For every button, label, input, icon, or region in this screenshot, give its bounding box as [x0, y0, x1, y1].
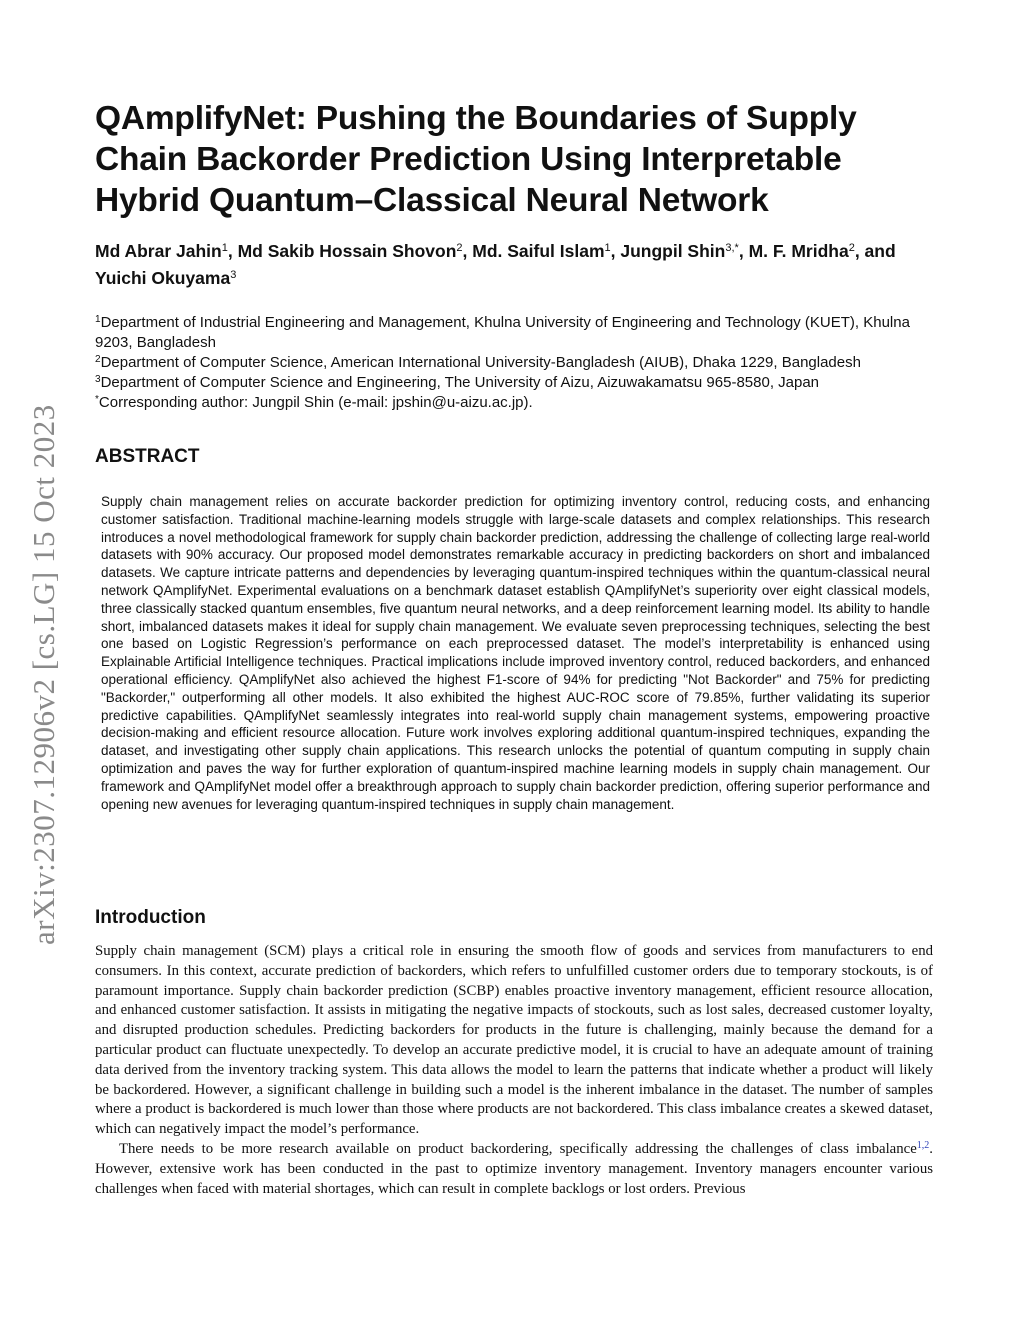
affiliation-mark: 2	[95, 354, 101, 365]
author-separator: ,	[462, 241, 473, 261]
intro-p2-text: There needs to be more research available on product backordering, specifically addressing the challenges of class imbalance	[119, 1140, 917, 1157]
author-separator: ,	[738, 241, 749, 261]
affiliation-mark: 1	[95, 314, 101, 325]
arxiv-identifier: arXiv:2307.12906v2 [cs.LG] 15 Oct 2023	[26, 404, 61, 945]
affiliation-text: Department of Computer Science and Engineering, The University of Aizu, Aizuwakamatsu 965-8580, Japan	[100, 374, 820, 391]
affiliation-text: Corresponding author: Jungpil Shin (e-mail: jpshin@u-aizu.ac.jp).	[98, 394, 533, 411]
author-affil-mark: 3	[230, 269, 237, 281]
intro-paragraph-2	[95, 1140, 933, 1199]
author-name: Yuichi Okuyama	[95, 268, 231, 288]
affiliation-text: Department of Industrial Engineering and Management, Khulna University of Engineering and Technology (KUET), Khulna 9203, Bangladesh	[95, 314, 910, 351]
author-name: Md Abrar Jahin	[95, 241, 222, 261]
paper-title: QAmplifyNet: Pushing the Boundaries of Supply Chain Backorder Prediction Using Interpretable Hybrid Quantum–Classical Neural Network	[95, 100, 857, 219]
abstract-heading: ABSTRACT	[95, 446, 200, 467]
author-affil-mark: 3,*	[725, 242, 739, 254]
intro-paragraph-1: Supply chain management (SCM) plays a critical role in ensuring the smooth flow of goods and services from manufacturers to end consumers. In this context, accurate prediction of backorders, which refers to unfulfilled customer orders due to temporary stockouts, is of paramount importance. Supply chain backorder prediction (SCBP) enables proactive inventory management, efficient resource allocation, and enhanced customer satisfaction. It assists in mitigating the negative impacts of stockouts, such as lost sales, decreased customer loyalty, and disrupted production schedules. Predicting backorders for products in the future is challenging, mainly because the demand for a particular product can fluctuate unexpectedly. To develop an accurate predictive model, it is crucial to have an adequate amount of training data derived from the inventory tracking system. This data allows the model to learn the patterns that indicate whether a product will likely be backordered. However, a significant challenge in building such a model is the inherent imbalance in the dataset. The number of samples where a product is backordered is much lower than those where products are not backordered. This class imbalance creates a skewed dataset, which can negatively impact the model’s performance.	[95, 943, 933, 1138]
author-list	[95, 238, 933, 292]
author-separator: ,	[227, 241, 238, 261]
introduction-body	[95, 942, 933, 1199]
author-affil-mark: 2	[456, 242, 463, 254]
affiliation-mark: *	[95, 394, 99, 405]
affiliation	[95, 373, 933, 393]
author-name: Jungpil Shin	[620, 241, 726, 261]
author-affil-mark: 2	[848, 242, 855, 254]
affiliation-list	[95, 313, 933, 413]
author-affil-mark: 1	[604, 242, 611, 254]
abstract-text: Supply chain management relies on accurate backorder prediction for optimizing inventory control, reducing costs, and enhancing customer satisfaction. Traditional machine-learning models struggle with large-scale datasets and complex relationships. This research introduces a novel methodological framework for supply chain backorder prediction, addressing the challenge of collecting large real-world datasets with 90% accuracy. Our proposed model demonstrates remarkable accuracy in predicting backorders on short and imbalanced datasets. We capture intricate patterns and dependencies by leveraging quantum-inspired techniques within the quantum-classical neural network QAmplifyNet. Experimental evaluations on a benchmark dataset establish QAmplifyNet’s superiority over eight classical models, three classically stacked quantum ensembles, five quantum neural networks, and a deep reinforcement learning model. Its ability to handle short, imbalanced datasets makes it ideal for supply chain management. We evaluate seven preprocessing techniques, selecting the best one based on Logistic Regression’s performance on each preprocessed dataset. The model’s interpretability is enhanced using Explainable Artificial Intelligence techniques. Practical implications include improved inventory control, reduced backorders, and enhanced operational efficiency. QAmplifyNet also achieved the highest F1-score of 94% for predicting "Not Backorder" and 75% for predicting "Backorder," outperforming all other models. It also exhibited the highest AUC-ROC score of 79.85%, further validating its superior predictive capabilities. QAmplifyNet seamlessly integrates into real-world supply chain management systems, empowering proactive decision-making and efficient resource allocation. Future work involves exploring additional quantum-inspired techniques, expanding the dataset, and investigating other supply chain applications. This research unlocks the potential of quantum computing in supply chain optimization and paves the way for further exploration of quantum-inspired machine learning models in supply chain management. Our framework and QAmplifyNet model offer a breakthrough approach to supply chain backorder prediction, offering superior performance and opening new avenues for leveraging quantum-inspired techniques in supply chain management.	[101, 494, 930, 812]
author-name: Md Sakib Hossain Shovon	[237, 241, 457, 261]
author-name: M. F. Mridha	[748, 241, 849, 261]
introduction-heading: Introduction	[95, 907, 206, 928]
affiliation-mark: 3	[95, 374, 101, 385]
author-separator: ,	[610, 241, 621, 261]
affiliation	[95, 313, 933, 353]
corresponding-author	[95, 393, 933, 413]
intro-p2-text-cont: . However, extensive work has been conducted in the past to optimize inventory management. Inventory managers encounter various challenges when faced with material shortages, which can result in complete backlogs or lost orders. Previous	[95, 1140, 933, 1197]
author-affil-mark: 1	[221, 242, 228, 254]
affiliation	[95, 353, 933, 373]
author-separator: , and	[854, 241, 896, 261]
citation-link[interactable]: 1,2	[916, 1139, 930, 1151]
affiliation-text: Department of Computer Science, American International University-Bangladesh (AIUB), Dhaka 1229, Bangladesh	[100, 354, 861, 371]
author-name: Md. Saiful Islam	[472, 241, 605, 261]
